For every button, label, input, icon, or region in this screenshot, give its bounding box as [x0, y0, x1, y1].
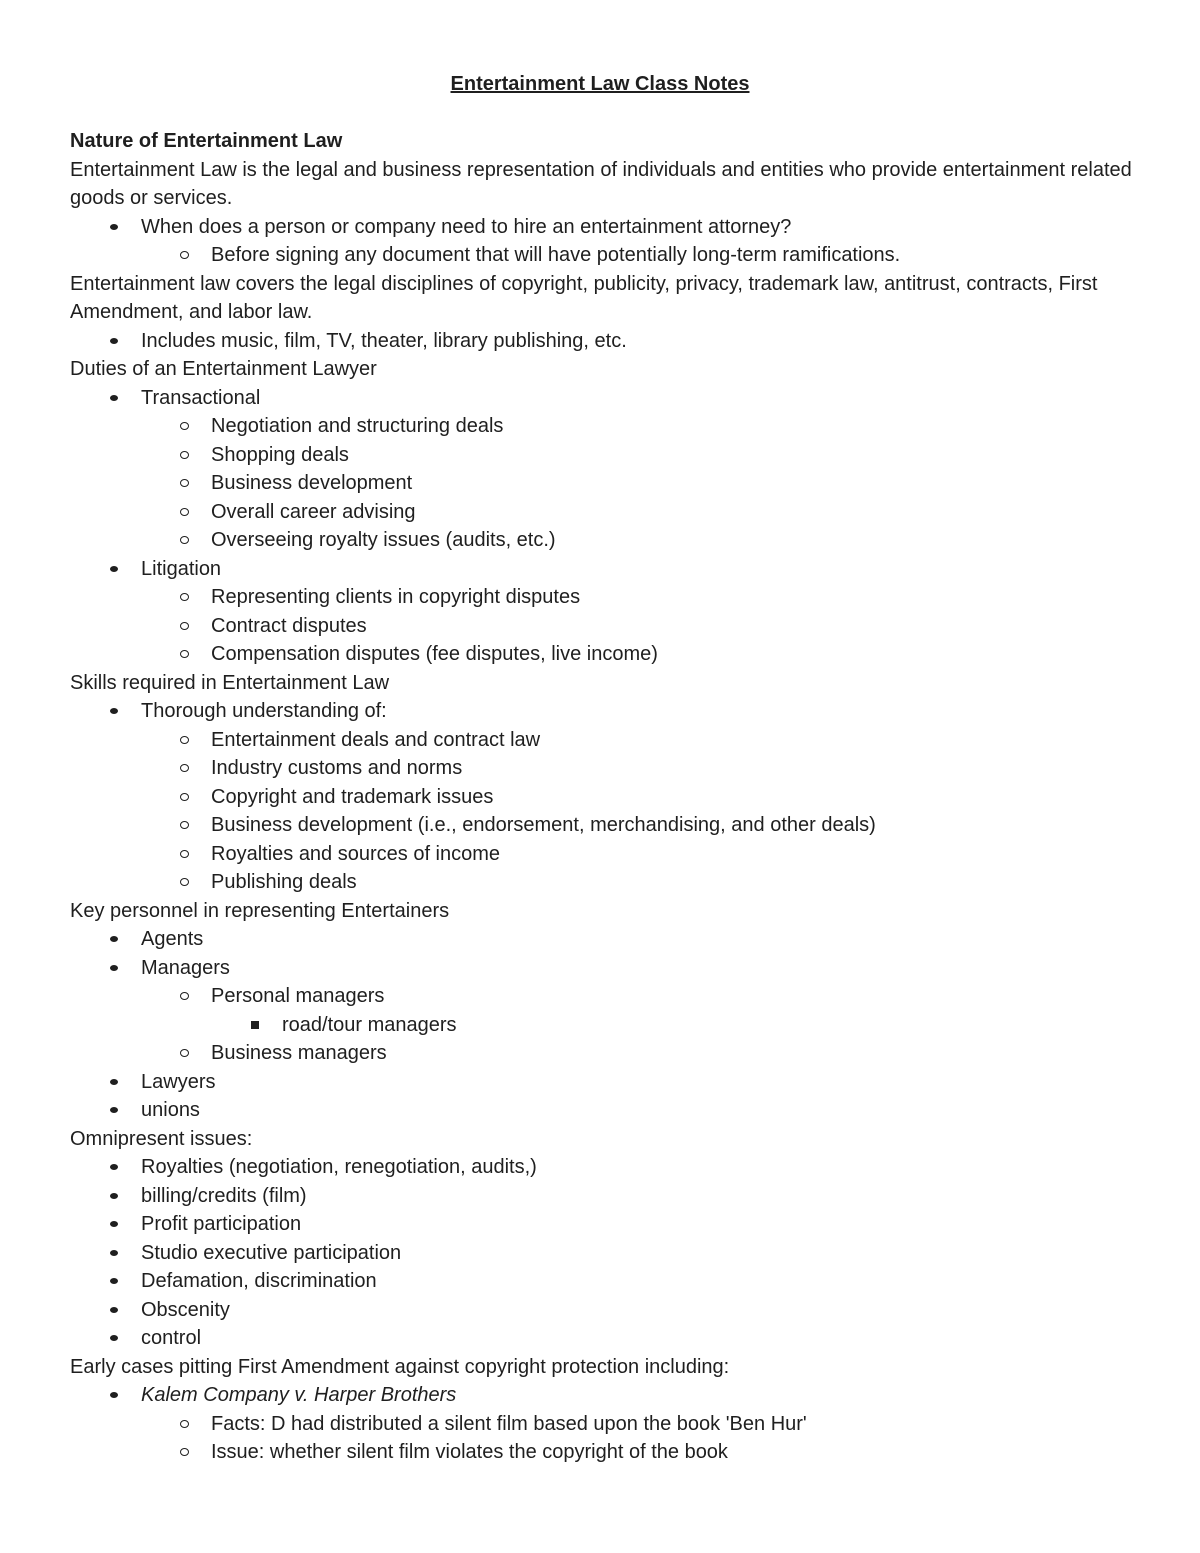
circle-bullet-icon	[178, 982, 192, 1011]
bullet-item-level2	[70, 526, 1150, 555]
line-text: Entertainment law covers the legal disciplines of copyright, publicity, privacy, trademark law, antitrust, contracts, First Amendment, and labor law.	[70, 272, 1098, 323]
line-text: Overseeing royalty issues (audits, etc.)	[211, 529, 556, 551]
circle-bullet-icon	[178, 868, 192, 897]
bullet-item-level2	[70, 498, 1150, 527]
section-label	[70, 1125, 1150, 1154]
line-text: billing/credits (film)	[141, 1184, 307, 1207]
line-text: Includes music, film, TV, theater, library publishing, etc.	[141, 329, 627, 352]
bullet-item-level2	[70, 811, 1150, 840]
disc-bullet-icon	[108, 1267, 122, 1296]
bullet-item-level3	[70, 1011, 1150, 1040]
disc-bullet-icon	[108, 327, 122, 356]
line-text: Entertainment deals and contract law	[211, 728, 541, 751]
circle-bullet-icon	[178, 811, 192, 840]
line-text: road/tour managers	[282, 1013, 457, 1036]
bullet-item-level2	[70, 1039, 1150, 1068]
circle-bullet-icon	[178, 241, 192, 270]
circle-bullet-icon	[178, 526, 192, 555]
circle-bullet-icon	[178, 754, 192, 783]
bullet-item-level2	[70, 754, 1150, 783]
line-text: Studio executive participation	[141, 1241, 402, 1264]
bullet-item-level1	[70, 327, 1150, 356]
circle-bullet-icon	[178, 612, 192, 641]
bullet-item-level1	[70, 555, 1150, 584]
line-text: Royalties and sources of income	[211, 842, 501, 865]
line-text: Entertainment Law is the legal and business representation of individuals and entities who provide entertainment related goods or services.	[70, 158, 1132, 209]
line-text: unions	[141, 1099, 200, 1121]
disc-bullet-icon	[108, 213, 122, 242]
line-text: Defamation, discrimination	[141, 1270, 377, 1292]
disc-bullet-icon	[108, 1324, 122, 1353]
bullet-item-level2	[70, 783, 1150, 812]
section-label	[70, 1353, 1150, 1382]
bullet-item-level2	[70, 726, 1150, 755]
line-text: Litigation	[141, 557, 222, 580]
bullet-item-level1	[70, 1381, 1150, 1410]
line-text: Personal managers	[211, 985, 385, 1007]
bullet-item-level2	[70, 469, 1150, 498]
line-text: Overall career advising	[211, 500, 416, 523]
line-text: Business development (i.e., endorsement, merchandising, and other deals)	[211, 814, 876, 836]
bullet-item-level1	[70, 1296, 1150, 1325]
disc-bullet-icon	[108, 555, 122, 584]
bullet-item-level2	[70, 868, 1150, 897]
bullet-item-level2	[70, 612, 1150, 641]
disc-bullet-icon	[108, 1239, 122, 1268]
circle-bullet-icon	[178, 1410, 192, 1439]
bullet-item-level1	[70, 697, 1150, 726]
bullet-item-level1	[70, 1182, 1150, 1211]
circle-bullet-icon	[178, 1438, 192, 1467]
disc-bullet-icon	[108, 1153, 122, 1182]
bullet-item-level2	[70, 441, 1150, 470]
line-text: Obscenity	[141, 1298, 230, 1321]
disc-bullet-icon	[108, 1296, 122, 1325]
line-text: Royalties (negotiation, renegotiation, audits,)	[141, 1156, 537, 1178]
line-text: Omnipresent issues:	[70, 1127, 253, 1150]
bullet-item-level2	[70, 640, 1150, 669]
circle-bullet-icon	[178, 640, 192, 669]
line-text: Compensation disputes (fee disputes, live income)	[211, 643, 658, 665]
line-text: Issue: whether silent film violates the copyright of the book	[211, 1441, 728, 1463]
section-label	[70, 669, 1150, 698]
circle-bullet-icon	[178, 412, 192, 441]
bullet-item-level2	[70, 840, 1150, 869]
section-heading	[70, 127, 1150, 156]
document-title: Entertainment Law Class Notes	[450, 73, 750, 95]
line-text: Industry customs and norms	[211, 757, 463, 779]
line-text: Before signing any document that will have potentially long-term ramifications.	[211, 244, 901, 266]
disc-bullet-icon	[108, 384, 122, 413]
line-text: Shopping deals	[211, 443, 349, 466]
bullet-item-level1	[70, 1096, 1150, 1125]
line-text: Business development	[211, 472, 413, 494]
circle-bullet-icon	[178, 498, 192, 527]
circle-bullet-icon	[178, 783, 192, 812]
line-text: Copyright and trademark issues	[211, 785, 494, 808]
circle-bullet-icon	[178, 469, 192, 498]
bullet-item-level1	[70, 1324, 1150, 1353]
bullet-item-level2	[70, 1410, 1150, 1439]
circle-bullet-icon	[178, 840, 192, 869]
bullet-item-level2	[70, 241, 1150, 270]
disc-bullet-icon	[108, 925, 122, 954]
square-bullet-icon	[248, 1011, 262, 1040]
disc-bullet-icon	[108, 1182, 122, 1211]
bullet-item-level1	[70, 1210, 1150, 1239]
line-text: Profit participation	[141, 1213, 302, 1235]
line-text: When does a person or company need to hire an entertainment attorney?	[141, 215, 792, 238]
line-text: Agents	[141, 928, 204, 950]
disc-bullet-icon	[108, 954, 122, 983]
line-text: Early cases pitting First Amendment against copyright protection including:	[70, 1355, 730, 1378]
disc-bullet-icon	[108, 1068, 122, 1097]
bullet-item-level1	[70, 954, 1150, 983]
line-text: Transactional	[141, 386, 261, 409]
line-text: control	[141, 1327, 202, 1349]
circle-bullet-icon	[178, 726, 192, 755]
circle-bullet-icon	[178, 583, 192, 612]
line-text: Representing clients in copyright disputes	[211, 586, 581, 608]
line-text: Duties of an Entertainment Lawyer	[70, 358, 377, 380]
document-body	[70, 127, 1150, 1467]
line-text: Key personnel in representing Entertainers	[70, 899, 450, 922]
line-text: Managers	[141, 956, 230, 979]
bullet-item-level2	[70, 1438, 1150, 1467]
bullet-item-level1	[70, 1068, 1150, 1097]
bullet-item-level2	[70, 412, 1150, 441]
disc-bullet-icon	[108, 1381, 122, 1410]
line-text: Business managers	[211, 1042, 387, 1064]
circle-bullet-icon	[178, 441, 192, 470]
line-text: Facts: D had distributed a silent film based upon the book 'Ben Hur'	[211, 1412, 807, 1435]
bullet-item-level2	[70, 583, 1150, 612]
line-text: Negotiation and structuring deals	[211, 415, 504, 437]
bullet-item-level1	[70, 1153, 1150, 1182]
circle-bullet-icon	[178, 1039, 192, 1068]
bullet-item-level1	[70, 384, 1150, 413]
disc-bullet-icon	[108, 1096, 122, 1125]
section-label	[70, 355, 1150, 384]
paragraph	[70, 270, 1150, 327]
bullet-item-level1	[70, 925, 1150, 954]
paragraph	[70, 156, 1150, 213]
section-label	[70, 897, 1150, 926]
line-text: Skills required in Entertainment Law	[70, 671, 390, 694]
line-text: Thorough understanding of:	[141, 700, 387, 722]
line-text: Kalem Company v. Harper Brothers	[141, 1384, 457, 1406]
bullet-item-level1	[70, 213, 1150, 242]
disc-bullet-icon	[108, 697, 122, 726]
line-text: Nature of Entertainment Law	[70, 130, 343, 152]
disc-bullet-icon	[108, 1210, 122, 1239]
line-text: Contract disputes	[211, 614, 367, 637]
line-text: Lawyers	[141, 1070, 216, 1093]
bullet-item-level1	[70, 1239, 1150, 1268]
bullet-item-level2	[70, 982, 1150, 1011]
bullet-item-level1	[70, 1267, 1150, 1296]
line-text: Publishing deals	[211, 871, 357, 893]
